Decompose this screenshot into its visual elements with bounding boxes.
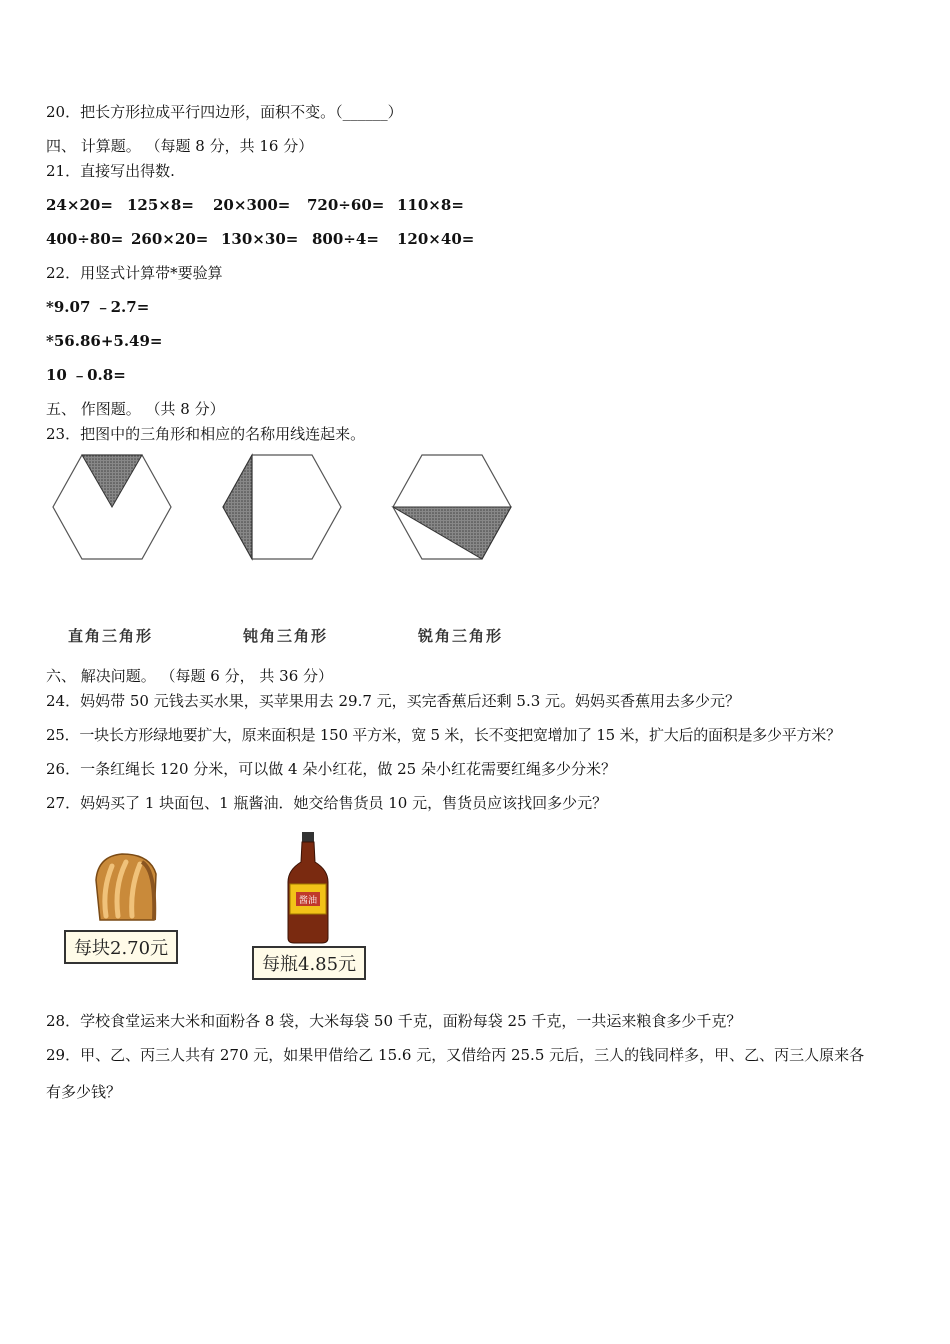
question-26: 26．一条红绳长 120 分米，可以做 4 朵小红花，做 25 朵小红花需要红绳多少分米？ [46, 760, 616, 778]
calc-row-1 [46, 195, 464, 215]
bread-price-tag: 每块2.70元 [64, 930, 178, 964]
question-24: 24．妈妈带 50 元钱去买水果，买苹果用去 29.7 元，买完香蕉后还剩 5.3 元。妈妈买香蕉用去多少元？ [46, 692, 741, 710]
question-27: 27．妈妈买了 1 块面包、1 瓶酱油．她交给售货员 10 元，售货员应该找回多少元？ [46, 794, 608, 812]
section-6-title: 六、 解决问题。 （每题 6 分， 共 36 分） [46, 667, 334, 685]
calc-item: 720÷60= [307, 196, 385, 214]
calc-item: 110×8= [397, 196, 464, 214]
label-acute-triangle: 锐角三角形 [418, 627, 504, 645]
label-right-triangle: 直角三角形 [68, 627, 154, 645]
section-5-title: 五、 作图题。 （共 8 分） [46, 400, 225, 418]
question-25: 25．一块长方形绿地要扩大，原来面积是 150 平方米，宽 5 米，长不变把宽增加了 15 米，扩大后的面积是多少平方米？ [46, 726, 841, 744]
calc-row-2 [46, 229, 474, 249]
hexagon-figure-1 [50, 452, 175, 562]
label-obtuse-triangle: 钝角三角形 [243, 627, 329, 645]
bottle-label-text: 酱油 [298, 896, 318, 906]
bread-image [92, 850, 162, 925]
calc-item: 400÷80= [46, 230, 124, 248]
calc-item: 260×20= [131, 230, 209, 248]
question-22: 22．用竖式计算带*要验算 [46, 264, 223, 282]
question-21: 21．直接写出得数. [46, 162, 175, 180]
calc-item: 800÷4= [312, 230, 379, 248]
calc-item: 24×20= [46, 196, 113, 214]
hexagon-figure-2 [220, 452, 345, 562]
calc-item: 20×300= [213, 196, 291, 214]
vertical-calc-1: *9.07 ﹣2.7= [46, 298, 150, 316]
question-28: 28．学校食堂运来大米和面粉各 8 袋，大米每袋 50 千克，面粉每袋 25 千克，一共运来粮食多少千克？ [46, 1012, 742, 1030]
section-4-title: 四、 计算题。 （每题 8 分，共 16 分） [46, 137, 314, 155]
hexagon-figure-3 [390, 452, 515, 562]
oil-price-tag: 每瓶4.85元 [252, 946, 366, 980]
vertical-calc-2: *56.86+5.49= [46, 332, 163, 350]
calc-item: 130×30= [221, 230, 299, 248]
calc-item: 120×40= [397, 230, 475, 248]
question-23: 23．把图中的三角形和相应的名称用线连起来。 [46, 425, 366, 443]
question-20: 20．把长方形拉成平行四边形，面积不变。（______） [46, 103, 403, 121]
soy-sauce-bottle-image [284, 830, 332, 945]
vertical-calc-3: 10 ﹣0.8= [46, 366, 126, 384]
question-29-line-2: 有多少钱？ [46, 1083, 122, 1101]
question-29-line-1: 29．甲、乙、丙三人共有 270 元，如果甲借给乙 15.6 元，又借给丙 25.5 元后，三人的钱同样多，甲、乙、丙三人原来各 [46, 1046, 865, 1064]
calc-item: 125×8= [127, 196, 194, 214]
